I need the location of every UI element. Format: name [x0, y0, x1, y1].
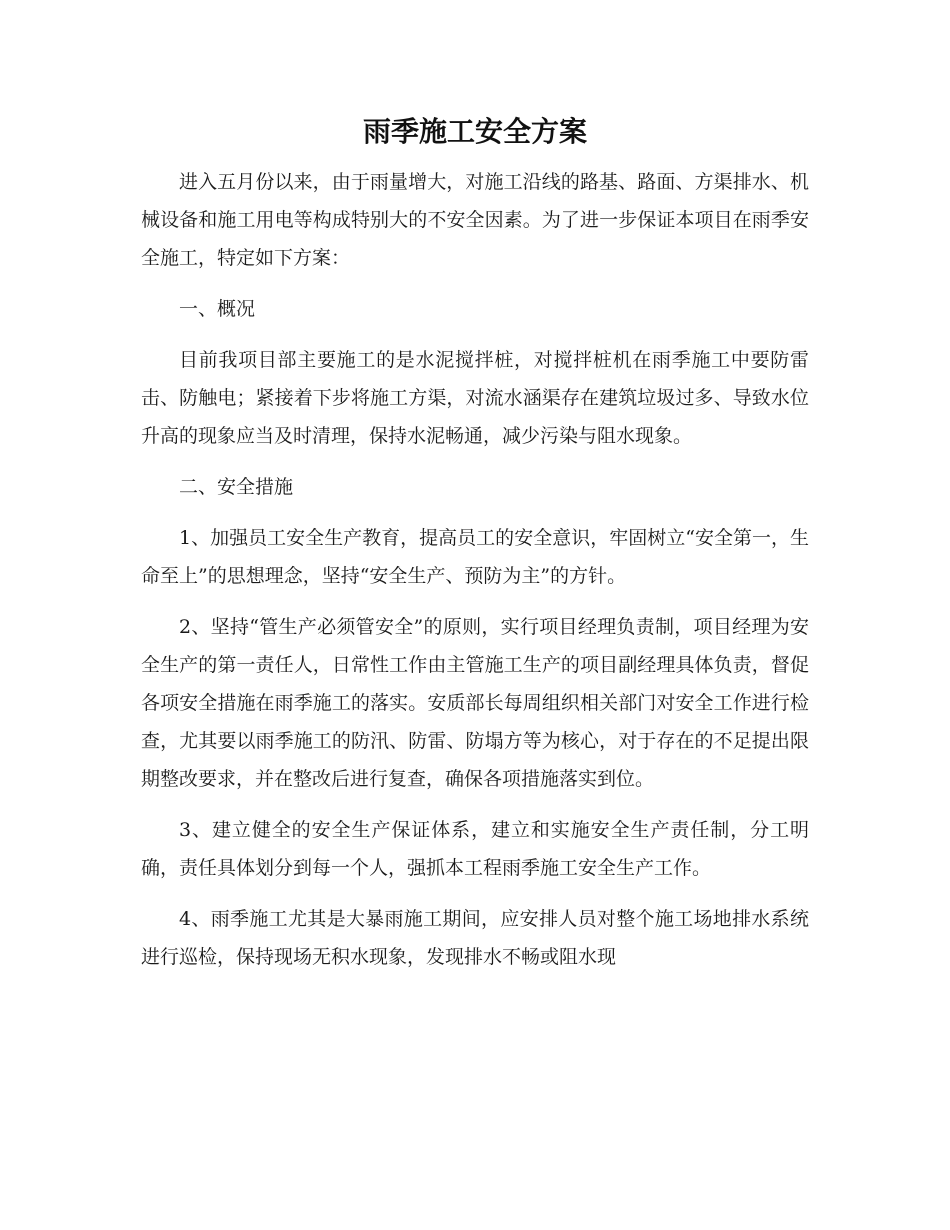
measure-paragraph-3: 3、建立健全的安全生产保证体系，建立和实施安全生产责任制，分工明确，责任具体划分到每一个人，强抓本工程雨季施工安全生产工作。 [141, 819, 809, 879]
overview-paragraph: 目前我项目部主要施工的是水泥搅拌桩，对搅拌桩机在雨季施工中要防雷击、防触电；紧接着下步将施工方渠，对流水涵渠存在建筑垃圾过多、导致水位升高的现象应当及时清理，保持水泥畅通，减少污染与阻水现象。 [141, 349, 809, 447]
document-body [141, 163, 809, 989]
intro-paragraph: 进入五月份以来，由于雨量增大，对施工沿线的路基、路面、方渠排水、机械设备和施工用电等构成特别大的不安全因素。为了进一步保证本项目在雨季安全施工，特定如下方案： [141, 171, 809, 269]
document-title: 雨季施工安全方案 [362, 115, 587, 148]
measure-paragraph-1: 1、加强员工安全生产教育，提高员工的安全意识，牢固树立“安全第一，生命至上”的思想理念，坚持“安全生产、预防为主”的方针。 [141, 527, 809, 587]
section-heading-overview: 一、概况 [179, 298, 256, 320]
measure-paragraph-4: 4、雨季施工尤其是大暴雨施工期间，应安排人员对整个施工场地排水系统进行巡检，保持现场无积水现象，发现排水不畅或阻水现 [141, 908, 809, 968]
measure-paragraph-2: 2、坚持“管生产必须管安全”的原则，实行项目经理负责制，项目经理为安全生产的第一责任人，日常性工作由主管施工生产的项目副经理具体负责，督促各项安全措施在雨季施工的落实。安质部长每周组织相关部门对安全工作进行检查，尤其要以雨季施工的防汛、防雷、防塌方等为核心，对于存在的不足提出限期整改要求，并在整改后进行复查，确保各项措施落实到位。 [141, 616, 809, 790]
section-heading-safety-measures: 二、安全措施 [179, 476, 294, 498]
